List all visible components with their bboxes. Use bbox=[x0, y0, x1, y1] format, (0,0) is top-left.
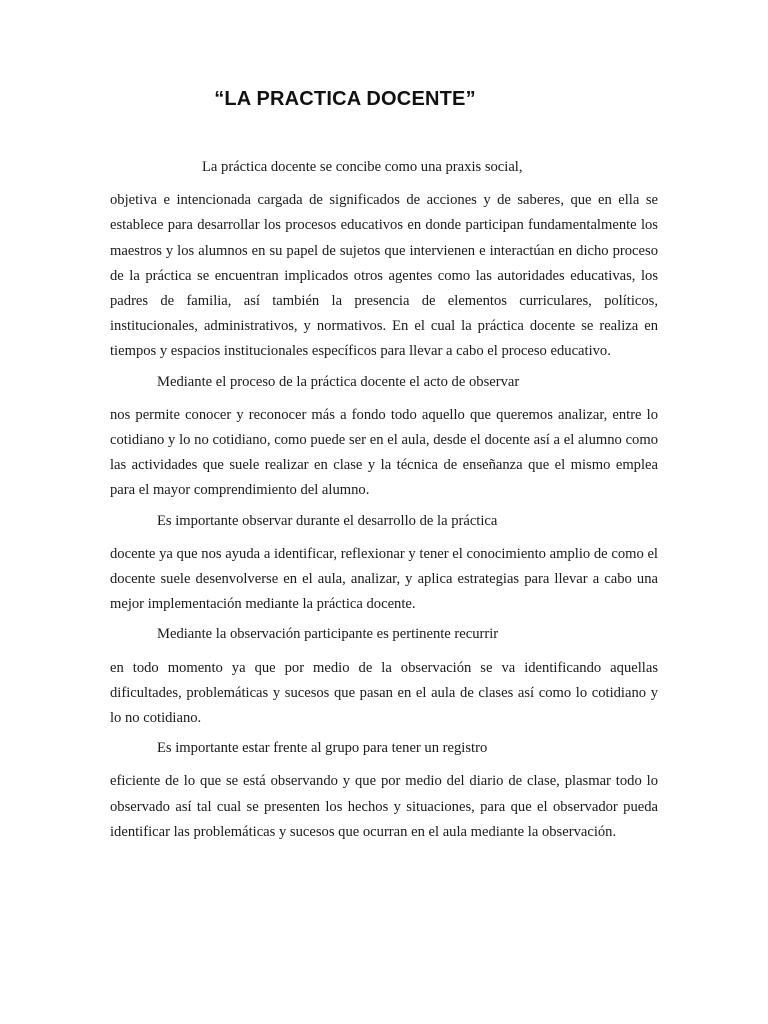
section-paragraph: en todo momento ya que por medio de la observación se va identificando aquellas dificultades, problemáticas y sucesos que pasan en el aula de clases así como lo cotidiano y lo no cotidiano. bbox=[110, 659, 658, 727]
document-body bbox=[110, 155, 658, 845]
section-1 bbox=[110, 155, 658, 365]
section-lead: Es importante observar durante el desarrollo de la práctica bbox=[157, 512, 498, 529]
section-4 bbox=[110, 622, 658, 731]
section-lead: Mediante el proceso de la práctica docente el acto de observar bbox=[157, 373, 520, 390]
section-paragraph: objetiva e intencionada cargada de significados de acciones y de saberes, que en ella se establece para desarrollar los procesos educativos en donde participan fundamentalmente los maestros y los alumnos en su papel de sujetos que intervienen e interactúan en dicho proceso de la práctica se encuentran implicados otros agentes como las autoridades educativas, los padres de familia, así también la presencia de elementos curriculares, políticos, institucionales, administrativos, y normativos. En el cual la práctica docente se realiza en tiempos y espacios institucionales específicos para llevar a cabo el proceso educativo. bbox=[110, 192, 658, 360]
section-2 bbox=[110, 370, 658, 504]
section-paragraph: eficiente de lo que se está observando y que por medio del diario de clase, plasmar todo lo observado así tal cual se presenten los hechos y situaciones, para que el observador pueda identificar las problemáticas y sucesos que ocurran en el aula mediante la observación. bbox=[110, 773, 658, 840]
section-lead: La práctica docente se concibe como una praxis social, bbox=[202, 159, 523, 175]
section-paragraph: nos permite conocer y reconocer más a fondo todo aquello que queremos analizar, entre lo cotidiano y lo no cotidiano, como puede ser en el aula, desde el docente así a el alumno como las actividades que suele realizar en clase y la técnica de enseñanza que el mismo emplea para el mayor comprendimiento del alumno. bbox=[110, 406, 658, 499]
section-lead: Mediante la observación participante es pertinente recurrir bbox=[157, 626, 499, 643]
section-5 bbox=[110, 736, 658, 845]
document-title: “LA PRACTICA DOCENTE” bbox=[214, 88, 476, 110]
section-3 bbox=[110, 509, 658, 618]
section-lead: Es importante estar frente al grupo para tener un registro bbox=[157, 740, 488, 757]
section-paragraph: docente ya que nos ayuda a identificar, reflexionar y tener el conocimiento amplio de como el docente suele desenvolverse en el aula, analizar, y aplica estrategias para llevar a cabo una mejor implementación mediante la práctica docente. bbox=[110, 545, 658, 613]
